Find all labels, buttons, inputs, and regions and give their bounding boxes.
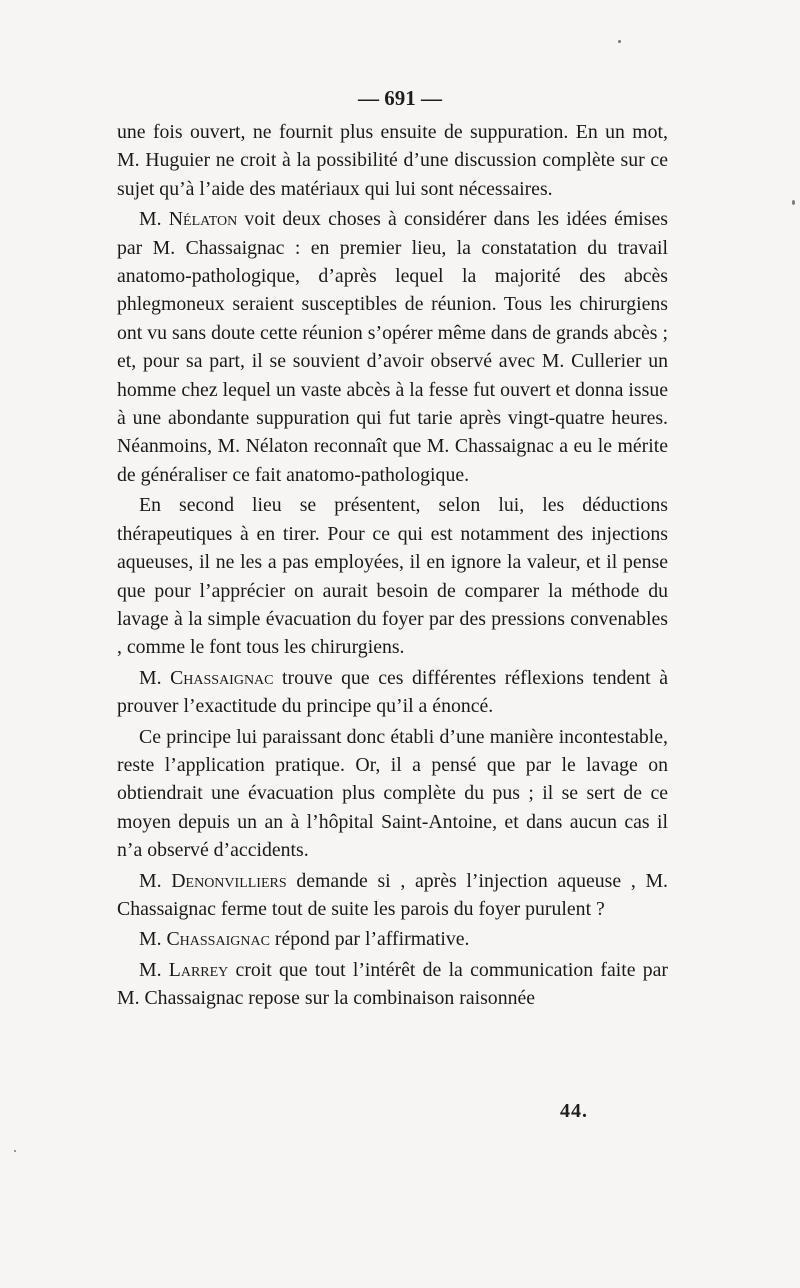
paragraph-chassaignac-reply [117, 664, 668, 721]
paragraph-text: En second lieu se présentent, selon lui, les déductions thérapeutiques à en tirer. Pour ce qui est notamment des injections aqueuses, il ne les a pas employées, il en ignore la valeur, et il pense que pour l’apprécier on aurait besoin de comparer la méthode du lavage à la simple évacuation du foyer par des pressions convenables , comme le font tous les chirurgiens. [117, 494, 668, 659]
speaker-name: Chassaignac [170, 666, 274, 689]
paper-speck [792, 200, 795, 205]
signature-mark: 44. [560, 1100, 588, 1122]
speaker-prefix: M. [139, 869, 172, 892]
paper-speck [14, 1150, 16, 1152]
speaker-name: Nélaton [168, 208, 238, 231]
speaker-name: Chassaignac [166, 928, 270, 951]
paragraph-continuation [117, 118, 668, 203]
paragraph-text: demande si , après l’injection aqueuse , M. Chassaignac ferme tout de suite les parois du foyer purulent ? [117, 869, 669, 920]
speaker-prefix: M. [139, 958, 169, 981]
paragraph-text: répond par l’affirmative. [269, 928, 470, 951]
speaker-name: Larrey [168, 958, 229, 981]
paragraph-larrey [117, 956, 668, 1013]
speaker-prefix: M. [139, 208, 169, 231]
page-number: — 691 — [358, 86, 442, 110]
paragraph-text: trouve que ces différentes réflexions tendent à prouver l’exactitude du principe qu’il a énoncé. [117, 666, 668, 718]
paragraph-text: Ce principe lui paraissant donc établi d’une manière incontestable, reste l’application pratique. Or, il a pensé que par le lavage on obtiendrait une évacuation plus complète du pus ; il se sert de ce moyen depuis un an à l’hôpital Saint-Antoine, et dans aucun cas il n’a observé d’accidents. [117, 725, 668, 862]
body-text [117, 118, 668, 1013]
paragraph-denonvilliers [117, 867, 668, 924]
speaker-prefix: M. [139, 928, 167, 951]
paper-speck [618, 40, 621, 43]
paragraph-text: voit deux choses à considérer dans les idées émises par M. Chassaignac : en premier lieu, la constatation du travail anatomo-pathologique, d’après lequel la majorité des abcès phlegmoneux seraient susceptibles de réunion. Tous les chirurgiens ont vu sans doute cette réunion s’opérer même dans de grands abcès ; et, pour sa part, il se souvient d’avoir observé avec M. Cullerier un homme chez lequel un vaste abcès à la fesse fut ouvert et donna issue à une abondante suppuration qui fut tarie après vingt-quatre heures. Néanmoins, M. Nélaton reconnaît que M. Chassaignac a eu le mérite de généraliser ce fait anatomo-pathologique. [117, 208, 668, 486]
paragraph-chassaignac-affirm [117, 925, 668, 953]
paragraph-principle [117, 723, 668, 865]
speaker-prefix: M. [139, 666, 171, 689]
speaker-name: Denonvilliers [171, 869, 287, 892]
paragraph-text: une fois ouvert, ne fournit plus ensuite de suppuration. En un mot, M. Huguier ne croit à la possibilité d’une discussion complète sur ce sujet qu’à l’aide des matériaux qui lui sont nécessaires. [117, 121, 668, 200]
paragraph-therapeutics [117, 491, 668, 661]
paragraph-text: croit que tout l’intérêt de la communication faite par M. Chassaignac repose sur la combinaison raisonnée [117, 958, 668, 1010]
paragraph-nelaton [117, 205, 668, 489]
